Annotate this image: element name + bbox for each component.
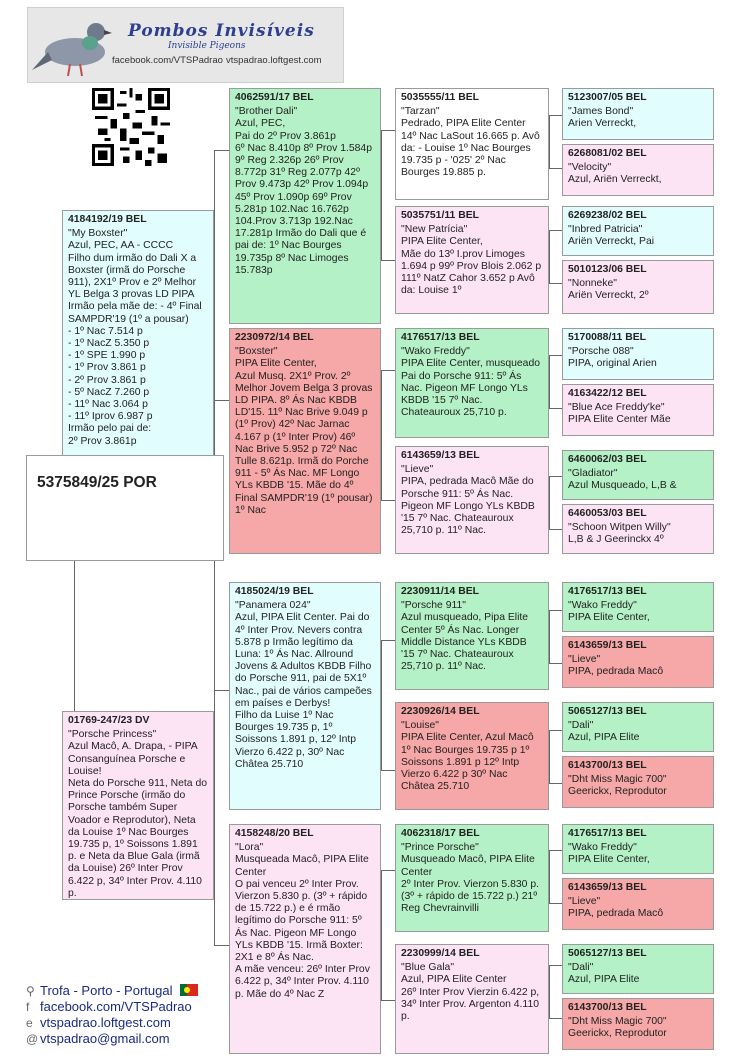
ancestor-ring: 6269238/02 BEL bbox=[568, 210, 647, 221]
ancestor-ring: 5123007/05 BEL bbox=[568, 92, 647, 103]
ancestor-card[interactable] bbox=[562, 328, 714, 380]
footer-location: Trofa - Porto - Portugal bbox=[40, 983, 173, 998]
ancestor-details: "Dht Miss Magic 700" Geerickx, Reprodutor bbox=[568, 774, 667, 798]
great-grandparent-card[interactable] bbox=[395, 824, 549, 932]
ancestor-ring: 5010123/06 BEL bbox=[568, 264, 647, 275]
ancestor-ring: 4163422/12 BEL bbox=[568, 388, 647, 399]
ancestor-ring: 6143659/13 BEL bbox=[568, 882, 647, 893]
ancestor-details: "Lieve" PIPA, pedrada Macô bbox=[568, 896, 664, 920]
web-icon: e bbox=[26, 1016, 33, 1030]
grandparent-card[interactable] bbox=[229, 824, 381, 1054]
ancestor-card[interactable] bbox=[562, 88, 714, 140]
ancestor-card[interactable] bbox=[562, 450, 714, 500]
great-grandparent-ring: 5035751/11 BEL bbox=[401, 210, 479, 221]
ancestor-card[interactable] bbox=[562, 636, 714, 688]
email-icon: @ bbox=[26, 1032, 39, 1046]
ancestor-card[interactable] bbox=[562, 206, 714, 256]
ancestor-details: "James Bond" Arien Verreckt, bbox=[568, 106, 637, 130]
great-grandparent-details: "Blue Gala" Azul, PIPA Elite Center 26º Inter Prov Vierzin 6.422 p, 34º Inter Prov. Argenton 4.110 p. bbox=[401, 962, 540, 1023]
footer-website[interactable]: vtspadrao.loftgest.com bbox=[40, 1015, 171, 1030]
grandparent-card[interactable] bbox=[229, 88, 381, 324]
great-grandparent-card[interactable] bbox=[395, 944, 549, 1054]
ancestor-details: "Dali" Azul, PIPA Elite bbox=[568, 962, 640, 986]
ancestor-card[interactable] bbox=[562, 260, 714, 314]
ancestor-card[interactable] bbox=[562, 702, 714, 752]
dam-card[interactable] bbox=[62, 711, 214, 900]
subject-ring: 5375849/25 POR bbox=[37, 474, 157, 491]
great-grandparent-ring: 4176517/13 BEL bbox=[401, 332, 480, 343]
qr-code-icon bbox=[92, 88, 170, 166]
ancestor-details: "Schoon Witpen Willy" L,B & J Geerinckx 4º bbox=[568, 522, 671, 546]
great-grandparent-card[interactable] bbox=[395, 328, 549, 438]
ancestor-ring: 5065127/13 BEL bbox=[568, 948, 647, 959]
ancestor-details: "Porsche 088" PIPA, original Arien bbox=[568, 346, 657, 370]
footer-email[interactable]: vtspadrao@gmail.com bbox=[40, 1031, 170, 1046]
ancestor-details: "Inbred Patricia" Ariën Verreckt, Pai bbox=[568, 224, 655, 248]
ancestor-card[interactable] bbox=[562, 756, 714, 808]
great-grandparent-card[interactable] bbox=[395, 446, 549, 554]
header-banner bbox=[27, 7, 344, 83]
grandparent-details: "Brother Dali" Azul, PEC, Pai do 2º Prov 3.861p 6º Nac 8.410p 8º Prov 1.584p 9º Reg 2.326p 26º Prov 8.772p 31º Reg 2.077p 42º Prov 9.473p 42º Prov 1.094p 45º Prov 1.090p 69º Prov 5.281p 102.Nac 16.762p 104.Prov 3.713p 192.Nac 17.281p Irmão do Dali que é pai de: 1º Nac Bourges 19.735p 8º Nac Limoges 15.783p bbox=[235, 106, 372, 276]
ancestor-ring: 4176517/13 BEL bbox=[568, 828, 647, 839]
ancestor-ring: 6268081/02 BEL bbox=[568, 148, 647, 159]
sire-details: "My Boxster" Azul, PEC, AA - CCCC Filho dum irmão do Dali X a Boxster (irmã do Porsche 911), 2X1º Prov e 2º Melhor YL Belga 3 provas LD PIPA Irmão pela mãe de: - 4º Final SAMPDR'19 (1º a pousar) - 1º Nac 7.514 p - 1º NacZ 5.350 p - 1º SPE 1.990 p - 1º Prov 3.861 p - 2º Prov 3.861 p - 5º NacZ 7.260 p - 11º Nac 3.064 p - 11º Iprov 6.987 p Irmão pelo pai de: 2º Prov 3.861p bbox=[68, 228, 202, 447]
ancestor-ring: 5170088/11 BEL bbox=[568, 332, 646, 343]
great-grandparent-card[interactable] bbox=[395, 88, 549, 200]
ancestor-card[interactable] bbox=[562, 144, 714, 196]
header-facebook-link[interactable]: facebook.com/VTSPadrao bbox=[112, 55, 223, 66]
grandparent-details: "Boxster" PIPA Elite Center, Azul Musq. 2X1º Prov. 2º Melhor Jovem Belga 3 provas LD PIPA. 8º Ás Nac KBDB LD'15. 11º Nac Brive 9.049 p (1º Prov) 42º Nac Jarnac 4.167 p (1º Inter Prov) 46º Nac Brive 5.952 p 72º Nac Tulle 8.621p. Irmã do Porche 911 - 5º Ás Nac. MF Longo YLs KBDB '15. Mãe do 4º Final SAMPDR'19 (1º pousar) 1º Nac bbox=[235, 346, 373, 516]
portugal-flag-icon bbox=[180, 984, 198, 996]
location-pin-icon: ⚲ bbox=[26, 984, 35, 998]
great-grandparent-details: "Wako Freddy" PIPA Elite Center, musqueado Pai do Porsche 911: 5º Ás Nac. Pigeon MF Longo YLs KBDB '15 7º Nac. Chateauroux 25,710 p. bbox=[401, 346, 541, 419]
ancestor-ring: 5065127/13 BEL bbox=[568, 706, 647, 717]
ancestor-card[interactable] bbox=[562, 824, 714, 874]
ancestor-ring: 6460062/03 BEL bbox=[568, 454, 647, 465]
grandparent-ring: 4158248/20 BEL bbox=[235, 828, 314, 839]
great-grandparent-details: "New Patrícia" PIPA Elite Center, Mãe do 13º I.prov Limoges 1.694 p 99º Prov Blois 2.062 p 111º NatZ Cahor 3.652 p Avô da: Louise 1º bbox=[401, 224, 542, 297]
footer-facebook[interactable]: facebook.com/VTSPadrao bbox=[40, 999, 192, 1014]
ancestor-card[interactable] bbox=[562, 384, 714, 436]
great-grandparent-details: "Louise" PIPA Elite Center, Azul Macô 1º Nac Bourges 19.735 p 1º Soissons 1.891 p 12º Intp Vierzo 6.422 p 30º Nac Châtea 25.710 bbox=[401, 720, 534, 793]
great-grandparent-ring: 2230999/14 BEL bbox=[401, 948, 480, 959]
sire-card[interactable] bbox=[62, 210, 214, 462]
dam-ring: 01769-247/23 DV bbox=[68, 715, 150, 726]
great-grandparent-details: "Prince Porsche" Musqueado Macô, PIPA Elite Center 2º Inter Prov. Vierzon 5.830 p. (3º + rápido de 15.722 p.) 21º Reg Chevrainvilli bbox=[401, 842, 539, 915]
header-website-link[interactable]: vtspadrao.loftgest.com bbox=[226, 55, 322, 66]
ancestor-ring: 6143659/13 BEL bbox=[568, 640, 647, 651]
ancestor-card[interactable] bbox=[562, 878, 714, 930]
grandparent-details: "Lora" Musqueada Macô, PIPA Elite Center O pai venceu 2º Inter Prov. Vierzon 5.830 p. (3º + rápido de 15.722 p.) e é rmão legítimo do Porsche 911: 5º Ás Nac. Pigeon MF Longo YLs KBDB '15. Irmã Boxter: 2X1 e 8º Ás Nac. A mãe venceu: 26º Inter Prov 6.422 p, 34º Inter Prov. 4.110 p. Mãe do 4º Nac Z bbox=[235, 842, 370, 1000]
great-grandparent-ring: 5035555/11 BEL bbox=[401, 92, 479, 103]
pigeon-logo-icon bbox=[30, 10, 120, 82]
sire-ring: 4184192/19 BEL bbox=[68, 214, 147, 225]
great-grandparent-ring: 2230926/14 BEL bbox=[401, 706, 480, 717]
great-grandparent-ring: 4062318/17 BEL bbox=[401, 828, 480, 839]
great-grandparent-details: "Tarzan" Pedrado, PIPA Elite Center 14º Nac LaSout 16.665 p. Avô da: - Louise 1º Nac Bourges 19.735 p - '025' 2º Nac Bourges 19.885 p. bbox=[401, 106, 540, 179]
grandparent-card[interactable] bbox=[229, 328, 381, 554]
ancestor-card[interactable] bbox=[562, 998, 714, 1050]
header-subtitle: Invisible Pigeons bbox=[168, 41, 246, 51]
ancestor-details: "Wako Freddy" PIPA Elite Center, bbox=[568, 600, 650, 624]
ancestor-details: "Lieve" PIPA, pedrada Macô bbox=[568, 654, 664, 678]
great-grandparent-details: "Lieve" PIPA, pedrada Macô Mãe do Porsche 911: 5º Ás Nac. Pigeon MF Longo YLs KBDB '15 7º Nac. Chateauroux 25,710 p. 11º Nac. bbox=[401, 464, 535, 537]
ancestor-details: "Dht Miss Magic 700" Geerickx, Reprodutor bbox=[568, 1016, 667, 1040]
ancestor-card[interactable] bbox=[562, 504, 714, 554]
grandparent-ring: 4185024/19 BEL bbox=[235, 586, 314, 597]
contact-footer bbox=[26, 983, 226, 1047]
dam-details: "Porsche Princess" Azul Macô, A. Drapa, - PIPA Consanguínea Porsche e Louise! Neta do Porsche 911, Neta do Prince Porsche (irmão do Porsche também Super Voador e Reprodutor), Neta da Louise 1º Nac Bourges 19.735 p, 1º Soissons 1.891 p. e Neta da Blue Gala (irmã da Louise) 26º Inter Prov 6.422 p, 34º Inter Prov. 4.110 p. bbox=[68, 729, 208, 899]
ancestor-details: "Blue Ace Freddy'ke" PIPA Elite Center Mãe bbox=[568, 402, 671, 426]
ancestor-details: "Dali" Azul, PIPA Elite bbox=[568, 720, 640, 744]
great-grandparent-card[interactable] bbox=[395, 582, 549, 690]
grandparent-ring: 4062591/17 BEL bbox=[235, 92, 314, 103]
ancestor-details: "Wako Freddy" PIPA Elite Center, bbox=[568, 842, 650, 866]
great-grandparent-card[interactable] bbox=[395, 702, 549, 810]
ancestor-ring: 6143700/13 BEL bbox=[568, 760, 647, 771]
header-title: Pombos Invisíveis bbox=[128, 21, 315, 41]
grandparent-ring: 2230972/14 BEL bbox=[235, 332, 314, 343]
ancestor-ring: 4176517/13 BEL bbox=[568, 586, 647, 597]
ancestor-ring: 6460053/03 BEL bbox=[568, 508, 647, 519]
great-grandparent-details: "Porsche 911" Azul musqueado, Pipa Elite Center 5º Ás Nac. Longer Middle Distance YLs KBDB '15 7º Nac. Chateauroux 25,710 p. 11º Nac. bbox=[401, 600, 529, 673]
grandparent-details: "Panamera 024" Azul, PIPA Elit Center. Pai do 4º Inter Prov. Nevers contra 5.878 p Irmão legítimo da Luna: 1º Ás Nac. Allround Jovens & Adultos KBDB Filho do Porsche 911, pai de 5X1º Nac., pai de vários campeões em países e Derbys! Filho da Luise 1º Nac Bourges 19.735 p, 1º Soissons 1.891 p, 12º Intp Vierzo 6.422 p, 30º Nac Châtea 25.710 bbox=[235, 600, 372, 770]
ancestor-details: "Gladiator" Azul Musqueado, L,B & bbox=[568, 468, 677, 492]
subject-ring-box[interactable] bbox=[26, 455, 224, 561]
ancestor-details: "Velocity" Azul, Ariën Verreckt, bbox=[568, 162, 662, 186]
great-grandparent-ring: 6143659/13 BEL bbox=[401, 450, 480, 461]
ancestor-card[interactable] bbox=[562, 582, 714, 632]
great-grandparent-ring: 2230911/14 BEL bbox=[401, 586, 479, 597]
grandparent-card[interactable] bbox=[229, 582, 381, 810]
great-grandparent-card[interactable] bbox=[395, 206, 549, 314]
facebook-icon: f bbox=[26, 1000, 30, 1014]
ancestor-ring: 6143700/13 BEL bbox=[568, 1002, 647, 1013]
ancestor-details: "Nonneke" Ariën Verreckt, 2º bbox=[568, 278, 649, 302]
ancestor-card[interactable] bbox=[562, 944, 714, 994]
